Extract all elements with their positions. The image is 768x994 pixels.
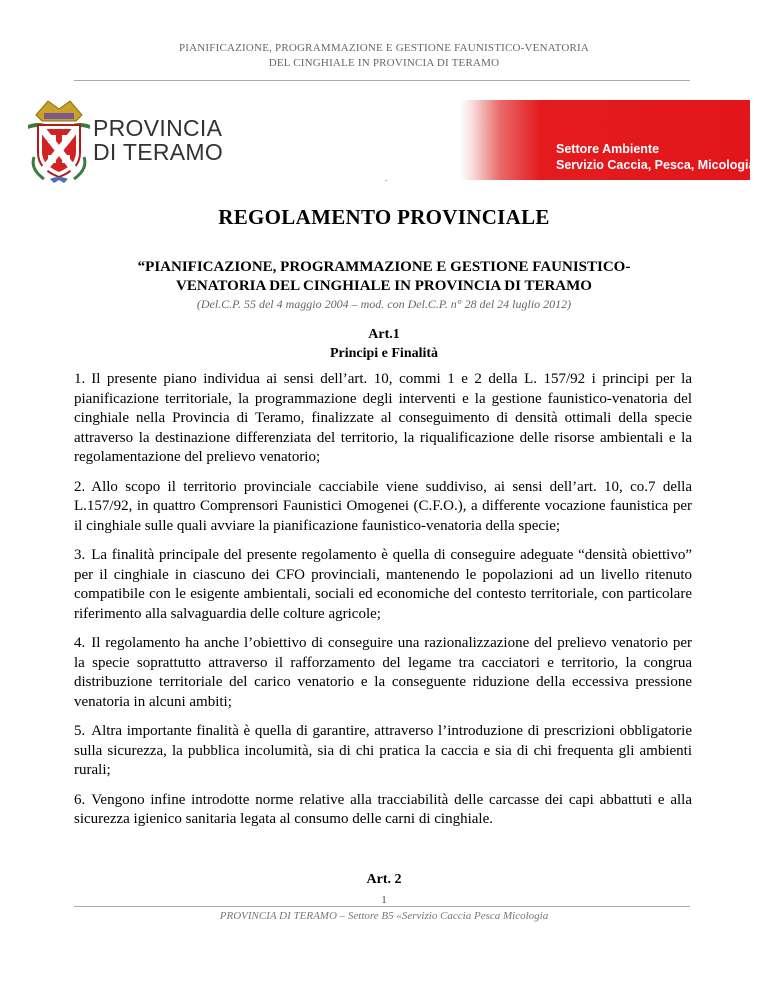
paragraph-number: 1. (74, 371, 86, 387)
province-crest-icon (26, 95, 92, 183)
article-1-title: Principi e Finalità (329, 346, 439, 361)
page-footer: PROVINCIA DI TERAMO – Settore B5 «Servizio Caccia Pesca Micologia (219, 910, 549, 922)
paragraph-number: 5. (74, 723, 86, 739)
running-header (0, 41, 768, 71)
subtitle-line-2: VENATORIA DEL CINGHIALE IN PROVINCIA DI TERAMO (176, 278, 592, 294)
stray-mark: . (385, 173, 388, 183)
header-line-1: PIANIFICAZIONE, PROGRAMMAZIONE E GESTIONE FAUNISTICO-VENATORIA (178, 42, 590, 54)
paragraph-text: Allo scopo il territorio provinciale cacciabile viene suddiviso, ai sensi dell’art. 10, co.7 della L.157/92, in quattro Comprensori Faunistici Omogenei (C.F.O.), a differente vocazione faunistica per il cinghiale sulle quali avviare la pianificazione faunistico-venatoria della specie; (74, 478, 692, 534)
province-name (93, 116, 223, 164)
header-rule (74, 80, 690, 81)
paragraph-text: Vengono infine introdotte norme relative alla tracciabilità delle carcasse dei capi abbattuti e alla sicurezza igienico sanitaria legata al consumo delle carni di cinghiale. (74, 791, 692, 827)
article-1-body (74, 370, 692, 840)
paragraph-text: Il presente piano individua ai sensi dell’art. 10, commi 1 e 2 della L. 157/92 i principi per la pianificazione territoriale, la programmazione degli interventi e la gestione faunistico-venatoria del cinghiale nella Provincia di Teramo, finalizzate al conseguimento di densità ottimali della specie attraverso la destinazione differenziata del territorio, la riqualificazione delle risorse ambientali e la regolamentazione del prelievo venatorio; (74, 371, 692, 465)
header-line-2: DEL CINGHIALE IN PROVINCIA DI TERAMO (268, 57, 500, 69)
paragraph-number: 6. (74, 791, 86, 808)
paragraph-1 (74, 370, 692, 468)
paragraph-number: 4. (74, 635, 86, 651)
province-name-line-2: DI TERAMO (93, 139, 224, 165)
banner-line-1: Settore Ambiente (556, 142, 660, 156)
banner-line-2: Servizio Caccia, Pesca, Micologia (556, 158, 756, 172)
paragraph-5 (74, 722, 692, 781)
paragraph-text: Il regolamento ha anche l’obiettivo di conseguire una razionalizzazione del prelievo venatorio per la specie soprattutto attraverso il rafforzamento del legame tra cacciatori e territorio, la congrua distribuzione territoriale del carico venatorio e la conseguente riduzione della eccessiva pressione venatoria in alcuni ambiti; (74, 635, 692, 710)
deliberation-reference: (Del.C.P. 55 del 4 maggio 2004 – mod. con Del.C.P. n° 28 del 24 luglio 2012) (196, 297, 572, 311)
paragraph-6 (74, 791, 692, 830)
paragraph-4 (74, 634, 692, 712)
sector-banner-text (556, 141, 755, 173)
article-2-number: Art. 2 (366, 872, 402, 887)
footer-rule (74, 906, 690, 907)
document-title: REGOLAMENTO PROVINCIALE (218, 205, 550, 229)
page-number: 1 (381, 895, 387, 906)
paragraph-text: Altra importante finalità è quella di garantire, attraverso l’introduzione di prescrizioni obbligatorie sulla sicurezza, la pubblica incolumità, sia di chi pratica la caccia e sia di chi frequenta gli ambienti rurali; (74, 723, 692, 778)
paragraph-2 (74, 478, 692, 537)
paragraph-number: 3. (74, 547, 86, 563)
paragraph-text: La finalità principale del presente regolamento è quella di conseguire adeguate “densità obiettivo” per il cinghiale in ciascuno dei CFO provinciali, mantenendo le popolazioni ad un livello ritenuto compatibile con le esigente ambientali, sociali ed economiche del contesto territoriale, con particolare riferimento alla salvaguardia delle colture agricole; (74, 547, 692, 622)
article-1-number: Art.1 (368, 327, 400, 342)
document-subtitle (100, 258, 668, 296)
paragraph-number: 2. (74, 478, 86, 495)
subtitle-line-1: “PIANIFICAZIONE, PROGRAMMAZIONE E GESTIONE FAUNISTICO- (137, 259, 631, 275)
province-name-line-1: PROVINCIA (93, 115, 223, 141)
paragraph-3 (74, 546, 692, 624)
